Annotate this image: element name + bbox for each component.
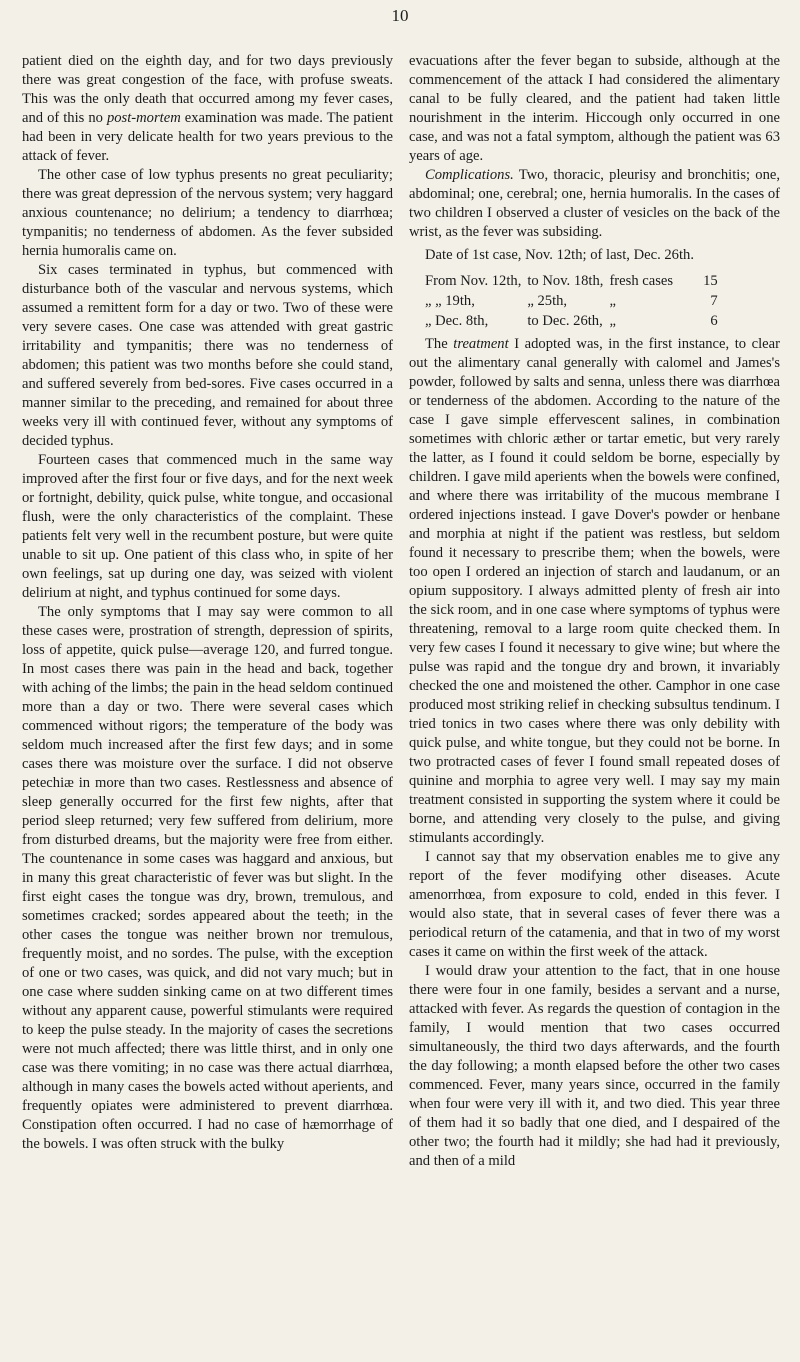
paragraph: I would draw your attention to the fact, that in one house there were four in one family, besides a servant and a nurse, attacked with fever. As regards the question of contagion in the family, I would mention that two cases occurred simultaneously, the third two days afterwards, and the fourth the day following; a month elapsed before the other two cases commenced. Fever, many years since, occurred in the family when four were very ill with it, and two died. This year three of them had it so badly that one died, and I despaired of the other two; the fourth had it mildly; she had had it previously, and then of a mild — [409, 963, 780, 1169]
paragraph: Six cases terminated in typhus, but commenced with disturbance both of the vascular and nervous systems, which assumed a remittent form for a day or two. Two of these were very severe cases. One case was attended with great gastric irritability and tympanitis; there was no tenderness of abdomen; this patient was two months before she could stand, and suffered severely from bed-sores. Five cases occurred in a manner similar to the preceding, and remained for about three weeks very ill with continued fever, without any symptoms of decided typhus. — [22, 262, 393, 449]
emphasis: treatment — [453, 336, 509, 352]
right-column — [409, 52, 780, 1171]
paragraph: The only symptoms that I may say were common to all these cases were, prostration of strength, depression of spirits, loss of appetite, quick pulse—average 120, and furred tongue. In most cases there was pain in the head and back, together with aching of the limbs; the pain in the head seldom continued more than a day or two. There were several cases which commenced without rigors; the temperature of the body was seldom much increased after the first few days; and in some cases there was moisture over the surface. I did not observe petechiæ in more than two cases. Restlessness and absence of sleep generally occurred for the first few nights, after that period sleep returned; very few suffered from delirium, more from disturbed dreams, but the majority were free from either. The countenance in some cases was haggard and anxious, but in many this great characteristic of fever was but slight. In the first eight cases the tongue was dry, brown, tremulous, and sometimes cracked; sordes appeared about the teeth; in the other cases the tongue was neither brown nor tremulous, frequently moist, and no sordes. The pulse, with the exception of one or two cases, was quick, and did not vary much; but in one case where sudden sinking came on at two different times without any apparent cause, powerful stimulants were required to keep the pulse steady. In the majority of cases the secretions were not much affected; there was little thirst, and in only one case was there vomiting; in no case was there actual diarrhœa, although in many cases the bowels acted without aperients, and frequently opiates were administered to prevent diarrhœa. Constipation often occurred. I had no case of hæmorrhage of the bowels. I was often struck with the bulky — [22, 604, 393, 1152]
cases-table — [425, 271, 724, 331]
table-row: „ „ 19th, „ 25th, „ 7 — [425, 293, 718, 309]
emphasis: post-mortem — [106, 110, 181, 126]
paragraph: Fourteen cases that commenced much in the same way improved after the first four or five days, and for the next week or fortnight, debility, quick pulse, white tongue, and occasional flush, were the only characteristics of the complaint. These patients felt very well in the recumbent posture, but were quite unable to sit up. One patient of this class who, in spite of her own feelings, sat up during one day, was seized with violent delirium at night, and typhus continued for some days. — [22, 452, 393, 601]
left-column — [22, 52, 393, 1171]
table-row: „ Dec. 8th, to Dec. 26th, „ 6 — [425, 313, 718, 329]
paragraph: The treatment I adopted was, in the first instance, to clear out the alimentary canal generally with calomel and James's powder, followed by salts and senna, unless there was diarrhœa or tenderness of the abdomen. According to the nature of the case I gave simple effervescent salines, in combination sometimes with chloric æther or tartar emetic, but very rarely the latter, as I found it could seldom be borne, especially by children. I gave mild aperients when the bowels were confined, and where there was irritability of the mucous membrane I ordered injections instead. I gave Dover's powder or henbane and morphia at night if the patient was restless, but seldom found it necessary to prescribe them; when the bowels, were too open I ordered an injection of starch and laudanum, or an opium suppository. I always admitted plenty of fresh air into the sick room, and in one case where symptoms of typhus were threatening, removal to a large room quite checked them. In very few cases I found it necessary to give wine; but where the pulse was rapid and the tongue dry and brown, it invariably checked the one and moistened the other. Camphor in one case produced most striking relief in checking subsultus tendinum. I tried tonics in two cases where there was only debility with quick pulse, and white tongue, but they could not be borne. In two protracted cases of fever I found small repeated doses of quinine and morphia to agree very well. I may say my main treatment consisted in supporting the system where it could be borne, and attending very closely to the pulse, and giving stimulants accordingly. — [409, 336, 780, 846]
paragraph: The other case of low typhus presents no great peculiarity; there was great depression of the nervous system; very haggard anxious countenance; no delirium; a tendency to diarrhœa; tympanitis; no tenderness of abdomen. As the fever subsided hernia humoralis came on. — [22, 167, 393, 259]
text-columns — [22, 52, 780, 1171]
table-row: From Nov. 12th, to Nov. 18th, fresh cases 15 — [425, 273, 718, 289]
paragraph: patient died on the eighth day, and for two days previously there was great congestion of the face, with profuse sweats. This was the only death that occurred among my fever cases, and of this no post-mortem examination was made. The patient had been in very delicate health for two years previous to the attack of fever. — [22, 53, 393, 164]
date-line: Date of 1st case, Nov. 12th; of last, Dec. 26th. — [425, 247, 694, 263]
page-number: 10 — [391, 6, 409, 25]
paragraph: Complications. Two, thoracic, pleurisy and bronchitis; one, abdominal; one, cerebral; one, hernia humoralis. In the cases of two children I observed a cluster of vesicles on the back of the wrist, as the fever was subsiding. — [409, 167, 781, 240]
section-heading: Complications. — [425, 167, 514, 183]
paragraph: I cannot say that my observation enables me to give any report of the fever modifying other diseases. Acute amenorrhœa, from exposure to cold, ended in this fever. I would also state, that in several cases of fever there was a periodical return of the catamenia, and that in two of my worst cases it came on within the first week of the attack. — [409, 849, 780, 960]
paragraph: evacuations after the fever began to subside, although at the commencement of the attack I had considered the alimentary canal to be fully cleared, and the patient had taken little nourishment in the interim. Hiccough only occurred in one case, and was not a fatal symptom, although the patient was 63 years of age. — [409, 53, 780, 164]
